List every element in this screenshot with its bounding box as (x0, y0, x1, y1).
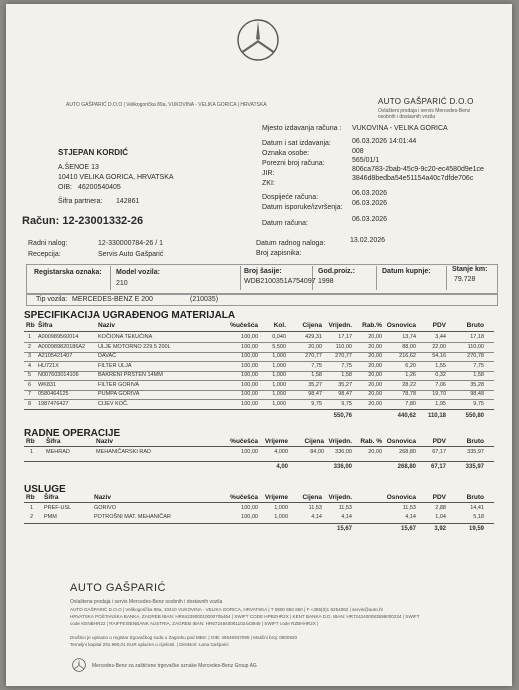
parts-cell-3-7: 20,00 (368, 362, 382, 369)
services-total-0: 15,67 (336, 526, 352, 532)
operator-value: 008 (352, 148, 364, 155)
parts-cell-3-6: 7,75 (341, 362, 352, 369)
customer-oib: 46200540405 (78, 184, 121, 191)
footer-line1: Ovlaštena prodaja i servis Mercedes-Benz osobnih i dostavnih vozila (70, 599, 223, 605)
parts-cell-5-6: 35,27 (338, 381, 352, 388)
labour-total-2: 268,80 (397, 464, 416, 470)
parts-header-5: Cijena (302, 322, 322, 329)
services-cell-0-2: GORIVO (94, 505, 117, 511)
parts-cell-1-9: 22,00 (432, 343, 446, 350)
parts-cell-7-2: CIJEV KOČ. (98, 400, 129, 407)
parts-header-3: %učešća (230, 322, 258, 329)
parts-cell-6-1: 0580464125 (38, 391, 69, 397)
footer-line6: Temeljni kapital 291.990,01 EUR uplaćen u cijelosti. | Direktori: Lana Gašparić (70, 642, 229, 647)
delivery-value: 06.03.2026 (352, 200, 388, 207)
parts-header-10: Bruto (466, 322, 484, 329)
services-cell-1-1: PMM (44, 514, 57, 520)
parts-cell-3-8: 6,20 (405, 362, 416, 369)
parts-cell-2-7: 20,00 (368, 353, 382, 359)
parts-header-2: Naziv (98, 322, 115, 329)
parts-cell-0-8: 13,74 (402, 334, 416, 340)
parts-cell-1-6: 110,00 (335, 343, 352, 350)
services-header-8: PDV (432, 494, 446, 501)
parts-cell-4-10: 1,58 (473, 372, 484, 378)
orderdate-label: Datum radnog naloga: (256, 240, 326, 247)
parts-header-4: Kol. (273, 322, 286, 329)
parts-cell-6-10: 98,48 (470, 391, 484, 397)
parts-cell-4-4: 1,000 (272, 372, 286, 378)
parts-cell-5-9: 7,06 (435, 381, 446, 388)
partner-label: Šifra partnera: (58, 198, 103, 205)
parts-cell-7-7: 20,00 (368, 400, 382, 407)
parts-header-6: Vrijedn. (328, 322, 352, 329)
vin-label: Broj šasije: (244, 268, 282, 275)
type-label: Tip vozila: (36, 296, 68, 303)
parts-cell-5-10: 35,28 (470, 381, 484, 388)
labour-title: RADNE OPERACIJE (24, 428, 121, 439)
labour-cell-0-0: 1 (30, 449, 34, 455)
parts-cell-3-3: 100,00 (241, 362, 258, 369)
parts-cell-2-8: 216,62 (399, 353, 416, 359)
parts-cell-1-2: ULJE MOTORNO 229.5 200L (98, 343, 171, 350)
parts-cell-4-8: 1,26 (405, 372, 416, 378)
services-cell-0-8: 2,88 (435, 505, 446, 511)
parts-cell-3-10: 7,75 (473, 362, 484, 369)
parts-cell-4-3: 100,00 (241, 372, 258, 378)
parts-cell-2-9: 54,16 (432, 353, 446, 359)
parts-header-1: Šifra (38, 322, 53, 329)
parts-total-0: 550,76 (333, 413, 352, 419)
labour-header-2: Naziv (96, 438, 113, 445)
customer-name: STJEPAN KORDIĆ (58, 148, 129, 157)
services-title: USLUGE (24, 484, 66, 495)
sender-line: AUTO GAŠPARIĆ D.O.O | Velikogorička 89a, VUKOVINA - VELIKA GORICA | HRVATSKA (66, 102, 267, 108)
parts-cell-0-10: 17,18 (470, 334, 484, 340)
parts-cell-7-1: 1987476427 (38, 400, 69, 407)
datetime-value: 06.03.2026 14:01:44 (352, 138, 417, 145)
services-header-0: Rb (26, 494, 35, 501)
parts-cell-1-3: 100,00 (241, 343, 258, 350)
labour-cell-0-4: 4,000 (274, 449, 288, 455)
mileage-value: 79.728 (454, 276, 476, 283)
taxno-label: Porezni broj računa: (262, 160, 325, 167)
parts-cell-0-9: 3,44 (435, 334, 446, 340)
parts-cell-4-6: 1,58 (341, 372, 352, 378)
parts-total-1: 440,62 (397, 413, 416, 419)
labour-header-6: Vrijedn. (328, 438, 352, 445)
parts-cell-2-1: A2105421407 (38, 353, 73, 359)
invdate-value: 06.03.2026 (352, 216, 388, 223)
parts-cell-2-5: 270,77 (305, 353, 322, 359)
services-header-9: Bruto (466, 494, 484, 501)
parts-cell-6-7: 20,00 (368, 391, 382, 397)
parts-header-0: Rb (26, 322, 35, 329)
labour-cell-0-9: 67,17 (432, 449, 446, 455)
due-value: 06.03.2026 (352, 190, 388, 197)
parts-cell-6-5: 98,47 (308, 391, 322, 397)
type-code: (210035) (190, 296, 219, 303)
parts-cell-0-4: 0,040 (272, 334, 286, 340)
services-total-3: 19,59 (468, 526, 484, 532)
parts-cell-7-3: 100,00 (241, 400, 258, 407)
parts-cell-3-9: 1,55 (435, 362, 446, 369)
order-value: 12-330000784-26 / 1 (98, 240, 163, 247)
labour-header-0: Rb (26, 438, 35, 445)
labour-cell-0-1: MEHRAD (46, 449, 70, 455)
parts-cell-5-3: 100,00 (241, 381, 258, 388)
services-cell-1-2: POTROŠNI MAT. MEHANIČAR (94, 514, 171, 520)
datetime-label: Datum i sat izdavanja: (262, 140, 331, 147)
parts-cell-0-7: 20,00 (368, 334, 382, 340)
zki-value: 3846d8bedba54e51154a40c7dfde706c (352, 175, 474, 182)
model-value: 210 (116, 280, 128, 287)
footer-line3: HRVATSKA POŠTANSKA BANKA, ZAGREB IBAN: HR6423900010000705464 | SWIFT CODE HPBZHR2X | KENT BANKA D.D. IBAN: HR7242400083599000234 | SWIFT (70, 614, 420, 619)
services-header-4: Vrijeme (264, 494, 288, 501)
vin-value: WDB2100351A754097 (244, 278, 316, 285)
services-total-2: 3,92 (434, 526, 446, 532)
invoice-paper (6, 4, 512, 686)
orderdate-value: 13.02.2026 (350, 237, 386, 244)
parts-cell-5-0: 6 (28, 381, 32, 388)
parts-cell-5-8: 28,22 (402, 381, 416, 388)
labour-header-9: PDV (432, 438, 446, 445)
year-value: 1998 (318, 278, 334, 285)
parts-cell-5-5: 35,27 (308, 381, 322, 388)
parts-cell-7-9: 1,95 (435, 400, 446, 407)
partner-value: 142861 (116, 198, 140, 205)
parts-cell-3-2: FILTER ULJA (98, 362, 132, 369)
labour-cell-0-3: 100,00 (241, 449, 258, 455)
labour-cell-0-2: MEHANIČARSKI RAD (96, 449, 152, 455)
parts-cell-2-2: DAVAČ (98, 353, 117, 359)
plate-label: Registarska oznaka: (34, 269, 102, 276)
services-header-1: Šifra (44, 494, 59, 501)
services-header-5: Cijena (302, 494, 322, 501)
parts-total-2: 110,18 (427, 413, 446, 419)
operator-label: Oznaka osobe: (262, 150, 310, 157)
labour-header-7: Rab. % (360, 438, 382, 445)
parts-cell-1-7: 20,00 (368, 343, 382, 350)
parts-cell-6-8: 78,78 (402, 391, 416, 397)
footer-line4: code KENBHR22 | RAIFFEISENBANK AUSTRIA, ZAGREB IBAN: HR6724840081102443948 | SWIFT code RZBHHR2X | (70, 621, 319, 626)
zki-label: ZKI: (262, 180, 275, 187)
company-name: AUTO GAŠPARIĆ D.O.O (378, 97, 474, 106)
parts-cell-6-2: PUMPA GORIVA (98, 391, 140, 397)
services-cell-0-1: PREF-USL (44, 505, 72, 511)
services-cell-0-6: 11,53 (338, 505, 352, 511)
parts-cell-1-8: 88,00 (402, 343, 416, 350)
customer-address2: 10410 VELIKA GORICA, HRVATSKA (58, 174, 174, 181)
services-cell-0-3: 100,00 (241, 505, 258, 511)
parts-cell-7-5: 9,75 (311, 400, 322, 407)
parts-cell-2-3: 100,00 (241, 353, 258, 359)
parts-cell-4-0: 5 (28, 372, 32, 378)
order-label: Radni nalog: (28, 240, 68, 247)
customer-address1: A.ŠENOE 13 (58, 164, 99, 171)
parts-cell-2-4: 1,000 (272, 353, 286, 359)
labour-total-1: 336,00 (333, 464, 352, 470)
parts-cell-1-0: 2 (28, 343, 32, 350)
parts-cell-6-3: 100,00 (241, 391, 258, 397)
parts-cell-1-10: 110,00 (467, 343, 484, 350)
parts-cell-5-2: FILTER GORIVA (98, 381, 140, 388)
parts-cell-0-3: 100,00 (241, 334, 258, 340)
services-cell-1-7: 4,14 (405, 514, 416, 520)
parts-cell-2-0: 3 (28, 353, 32, 359)
labour-total-0: 4,00 (276, 464, 288, 470)
labour-total-3: 67,17 (430, 464, 446, 470)
labour-header-8: Osnovica (386, 438, 416, 445)
services-cell-1-4: 1,000 (274, 514, 288, 520)
parts-cell-4-1: N007603014106 (38, 372, 79, 378)
parts-cell-4-7: 20,00 (368, 372, 382, 378)
reception-label: Recepcija: (28, 251, 61, 258)
services-cell-1-8: 1,04 (435, 514, 446, 520)
mileage-label: Stanje km: (452, 266, 488, 273)
labour-header-10: Bruto (466, 438, 484, 445)
place-value: VUKOVINA - VELIKA GORICA (352, 125, 448, 132)
services-cell-1-0: 2 (30, 514, 34, 520)
parts-cell-3-1: HU721X (38, 362, 59, 369)
parts-cell-3-5: 7,75 (311, 362, 322, 369)
labour-header-5: Cijena (304, 438, 324, 445)
due-label: Dospijeće računa: (262, 194, 319, 201)
place-label: Mjesto izdavanja računa : (262, 125, 342, 132)
parts-cell-2-6: 270,77 (335, 353, 352, 359)
services-header-3: %učešća (230, 494, 258, 501)
delivery-label: Datum isporuke/izvršenja: (262, 204, 343, 211)
labour-header-3: %učešća (230, 438, 258, 445)
footer-brand: AUTO GAŠPARIĆ (70, 582, 166, 594)
labour-cell-0-10: 335,97 (467, 449, 484, 455)
parts-cell-0-0: 1 (28, 334, 32, 340)
mercedes-star-small-icon (72, 658, 86, 672)
company-sub2: osobnih i dostavnih vozila (378, 114, 435, 120)
invdate-label: Datum računa: (262, 220, 308, 227)
services-header-2: Naziv (94, 494, 111, 501)
footer-line5: Društvo je upisano u registar trgovačkog suda u Zagrebu pod MBS: | OIB: 49546937095 | Matični broj: 0800920 (70, 635, 298, 640)
labour-cell-0-8: 268,80 (399, 449, 416, 455)
record-label: Broj zapisnika: (256, 250, 302, 257)
services-cell-1-6: 4,14 (341, 514, 352, 520)
mercedes-star-logo-icon (236, 18, 280, 62)
parts-total-3: 550,80 (465, 413, 484, 419)
parts-cell-1-4: 5,500 (272, 343, 286, 350)
parts-cell-1-1: A000989820186A2 (38, 343, 86, 350)
services-cell-0-7: 11,53 (402, 505, 416, 511)
parts-cell-7-4: 1,000 (272, 400, 286, 407)
parts-cell-0-2: KOČIONA TEKUĆINA (98, 334, 153, 340)
services-cell-0-4: 1,000 (274, 505, 288, 511)
parts-cell-5-4: 1,000 (272, 381, 286, 388)
parts-cell-3-4: 1,000 (272, 362, 286, 369)
parts-cell-4-5: 1,58 (311, 372, 322, 378)
parts-cell-7-0: 8 (28, 400, 32, 407)
services-header-7: Osnovica (386, 494, 416, 501)
parts-cell-1-5: 20,00 (308, 343, 322, 350)
company-sub1: Ovlašteni prodaja i servis Mercedes-Benz (378, 108, 471, 114)
services-cell-0-0: 1 (30, 505, 34, 511)
parts-cell-3-0: 4 (28, 362, 32, 369)
services-cell-0-5: 11,53 (308, 505, 322, 511)
parts-cell-4-2: BAKRENI PRSTEN 14MM (98, 372, 163, 378)
footer-line2: AUTO GAŠPARIĆ D.O.O | Velikogorička 89a, 10410 VUKOVINA - VELIKA GORICA, HRVATSKA | T 0800 650 650 | F +385(0)1 6254062 | servis@auto.hr (70, 607, 384, 612)
parts-cell-0-5: 429,31 (305, 334, 322, 340)
services-cell-1-3: 100,00 (241, 514, 258, 520)
parts-cell-6-6: 98,47 (338, 391, 352, 397)
parts-cell-5-7: 20,00 (368, 381, 382, 388)
parts-cell-2-10: 270,78 (467, 353, 484, 359)
services-header-6: Vrijedn. (328, 494, 352, 501)
year-label: God.proiz.: (318, 268, 355, 275)
parts-cell-6-4: 1,000 (272, 391, 286, 397)
invoice-title: Račun: 12-23001332-26 (22, 215, 144, 227)
buydate-label: Datum kupnje: (382, 268, 431, 275)
taxno-value: 565/01/1 (352, 157, 380, 164)
parts-cell-7-6: 9,75 (341, 400, 352, 407)
services-cell-0-9: 14,41 (470, 505, 484, 511)
parts-cell-5-1: WK831 (38, 381, 57, 388)
labour-cell-0-5: 84,00 (310, 449, 324, 455)
parts-header-7: Rab.% (362, 322, 382, 329)
services-total-1: 15,67 (400, 526, 416, 532)
parts-cell-7-10: 9,75 (473, 400, 484, 407)
jir-label: JIR: (262, 170, 275, 177)
labour-cell-0-6: 336,00 (335, 449, 352, 455)
parts-header-8: Osnovica (386, 322, 416, 329)
customer-oib-label: OIB: (58, 184, 73, 191)
services-cell-1-9: 5,18 (473, 514, 484, 520)
parts-cell-7-8: 7,80 (405, 400, 416, 407)
footer-mb-note: Mercedes-Benz za zaštićene trgovačke oznake Mercedes-Benz Group AG (92, 663, 257, 669)
parts-cell-6-9: 19,70 (432, 391, 446, 397)
parts-cell-6-0: 7 (28, 391, 32, 397)
labour-header-4: Vrijeme (264, 438, 288, 445)
parts-cell-0-6: 17,17 (338, 334, 352, 340)
labour-total-4: 335,97 (465, 464, 484, 470)
type-value: MERCEDES-BENZ E 200 (72, 296, 153, 303)
services-cell-1-5: 4,14 (311, 514, 322, 520)
parts-cell-0-1: A000989560014 (38, 334, 79, 340)
model-label: Model vozila: (116, 269, 160, 276)
labour-header-1: Šifra (46, 438, 61, 445)
jir-value: 806ca783-2bab-45c9-9c20-ec4580d9e1ce (352, 166, 484, 173)
labour-cell-0-7: 20,00 (368, 449, 382, 455)
parts-header-9: PDV (432, 322, 446, 329)
parts-title: SPECIFIKACIJA UGRAĐENOG MATERIJALA (24, 310, 236, 321)
parts-cell-4-9: 0,32 (435, 372, 446, 378)
reception-value: Servis Auto Gašparić (98, 251, 164, 258)
